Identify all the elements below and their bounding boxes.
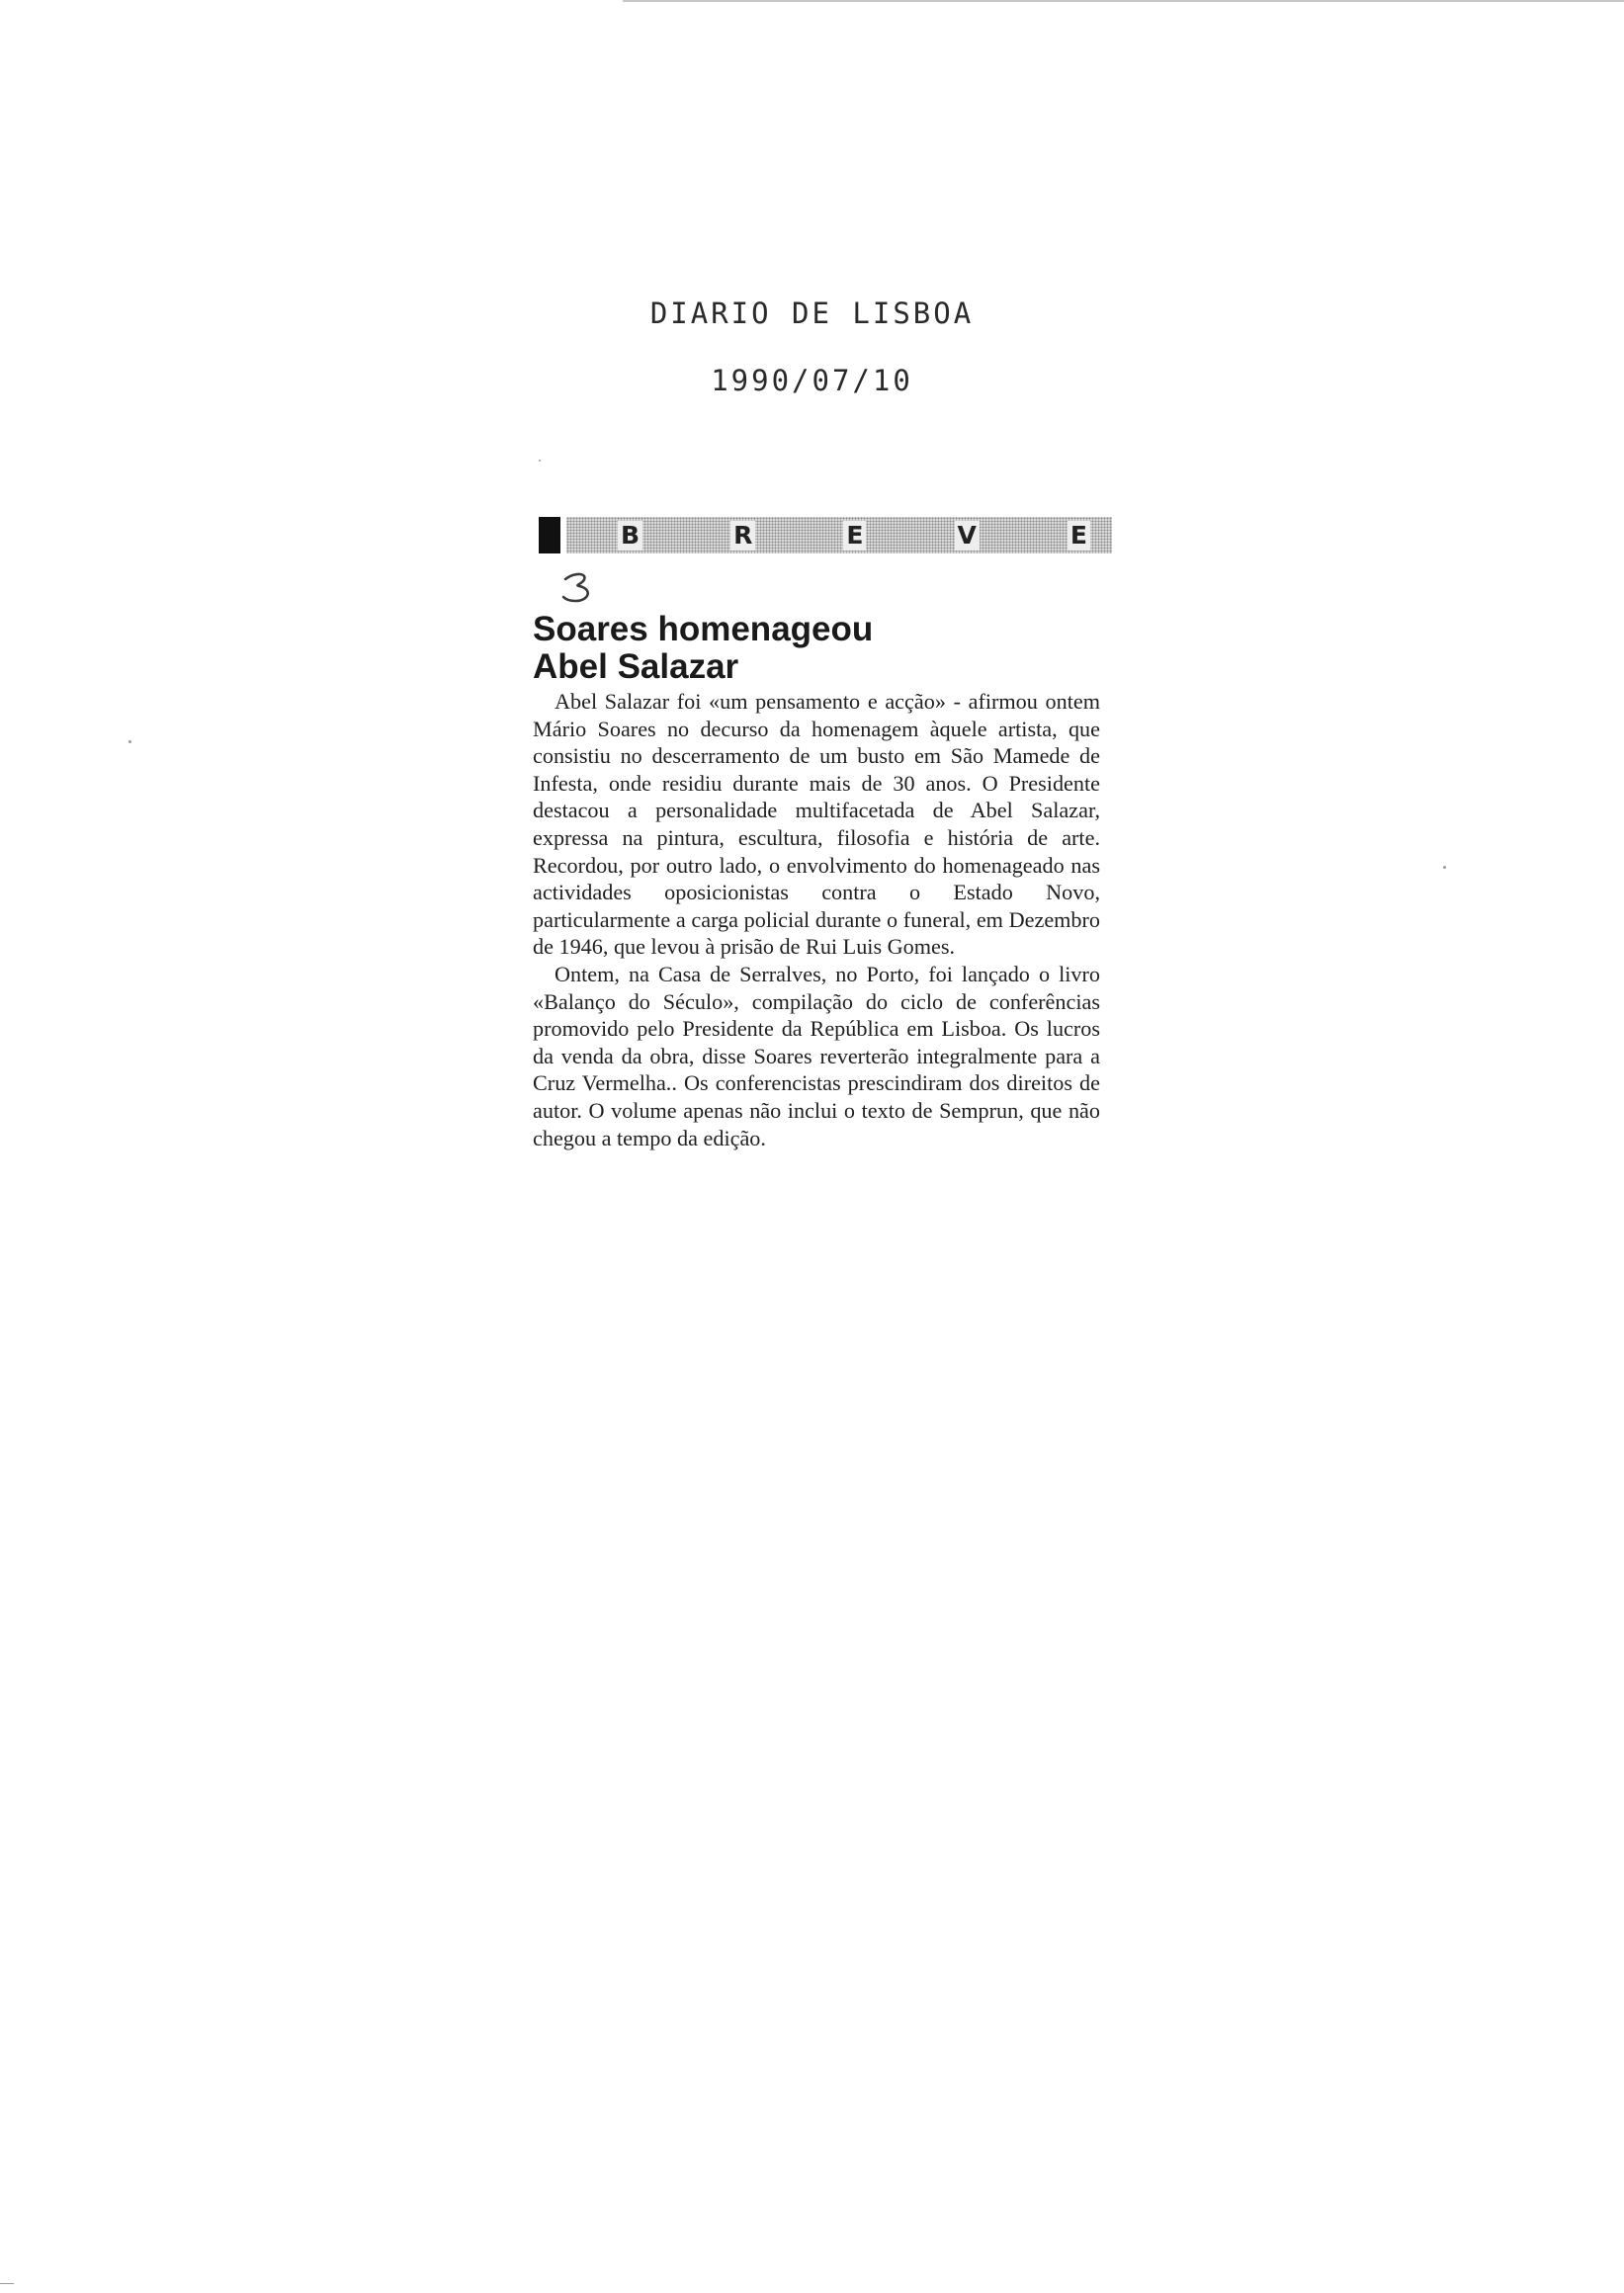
section-banner-band bbox=[566, 517, 1112, 553]
article-paragraph: Abel Salazar foi «um pensamento e acção» - afirmou ontem Mário Soares no decurso da homenagem àquele artista, que consistiu no descerramento de um busto em São Mamede de Infesta, onde residiu durante mais de 30 anos. O Presidente destacou a personalidade multifacetada de Abel Salazar, expressa na pintura, escultura, filosofia e história de arte. Recordou, por outro lado, o envolvimento do homenageado nas actividades oposicionistas contra o Estado Novo, particularmente a carga policial durante o funeral, em Dezembro de 1946, que levou à prisão de Rui Luis Gomes. bbox=[533, 689, 1100, 960]
archive-date-stamp: 1990/07/10 bbox=[711, 364, 913, 397]
headline-line: Soares homenageou bbox=[533, 610, 874, 648]
article-body bbox=[533, 688, 1100, 1151]
scan-speck bbox=[1443, 866, 1446, 869]
section-letter: R bbox=[730, 521, 755, 551]
archive-source-stamp: DIARIO DE LISBOA bbox=[649, 297, 975, 330]
scan-edge-mark bbox=[0, 2283, 14, 2284]
scan-speck bbox=[128, 740, 131, 743]
scan-speck bbox=[539, 460, 541, 462]
article-headline bbox=[533, 611, 1126, 686]
section-banner-block bbox=[539, 517, 560, 553]
section-letter: B bbox=[618, 521, 642, 551]
headline-line: Abel Salazar bbox=[533, 647, 739, 686]
section-letter: V bbox=[955, 521, 980, 551]
section-letter: E bbox=[1068, 521, 1090, 551]
handwritten-number-mark bbox=[554, 567, 613, 607]
section-letter: E bbox=[843, 521, 866, 551]
scan-top-rule bbox=[623, 0, 1624, 2]
section-banner-breve bbox=[539, 515, 1112, 555]
article-paragraph: Ontem, na Casa de Serralves, no Porto, foi lançado o livro «Balanço do Século», compilação do ciclo de conferências promovido pelo Presidente da República em Lisboa. Os lucros da venda da obra, disse Soares reverterão integralmente para a Cruz Vermelha.. Os conferencistas prescindiram dos direitos de autor. O volume apenas não inclui o texto de Semprun, que não chegou a tempo da edição. bbox=[533, 961, 1100, 1150]
